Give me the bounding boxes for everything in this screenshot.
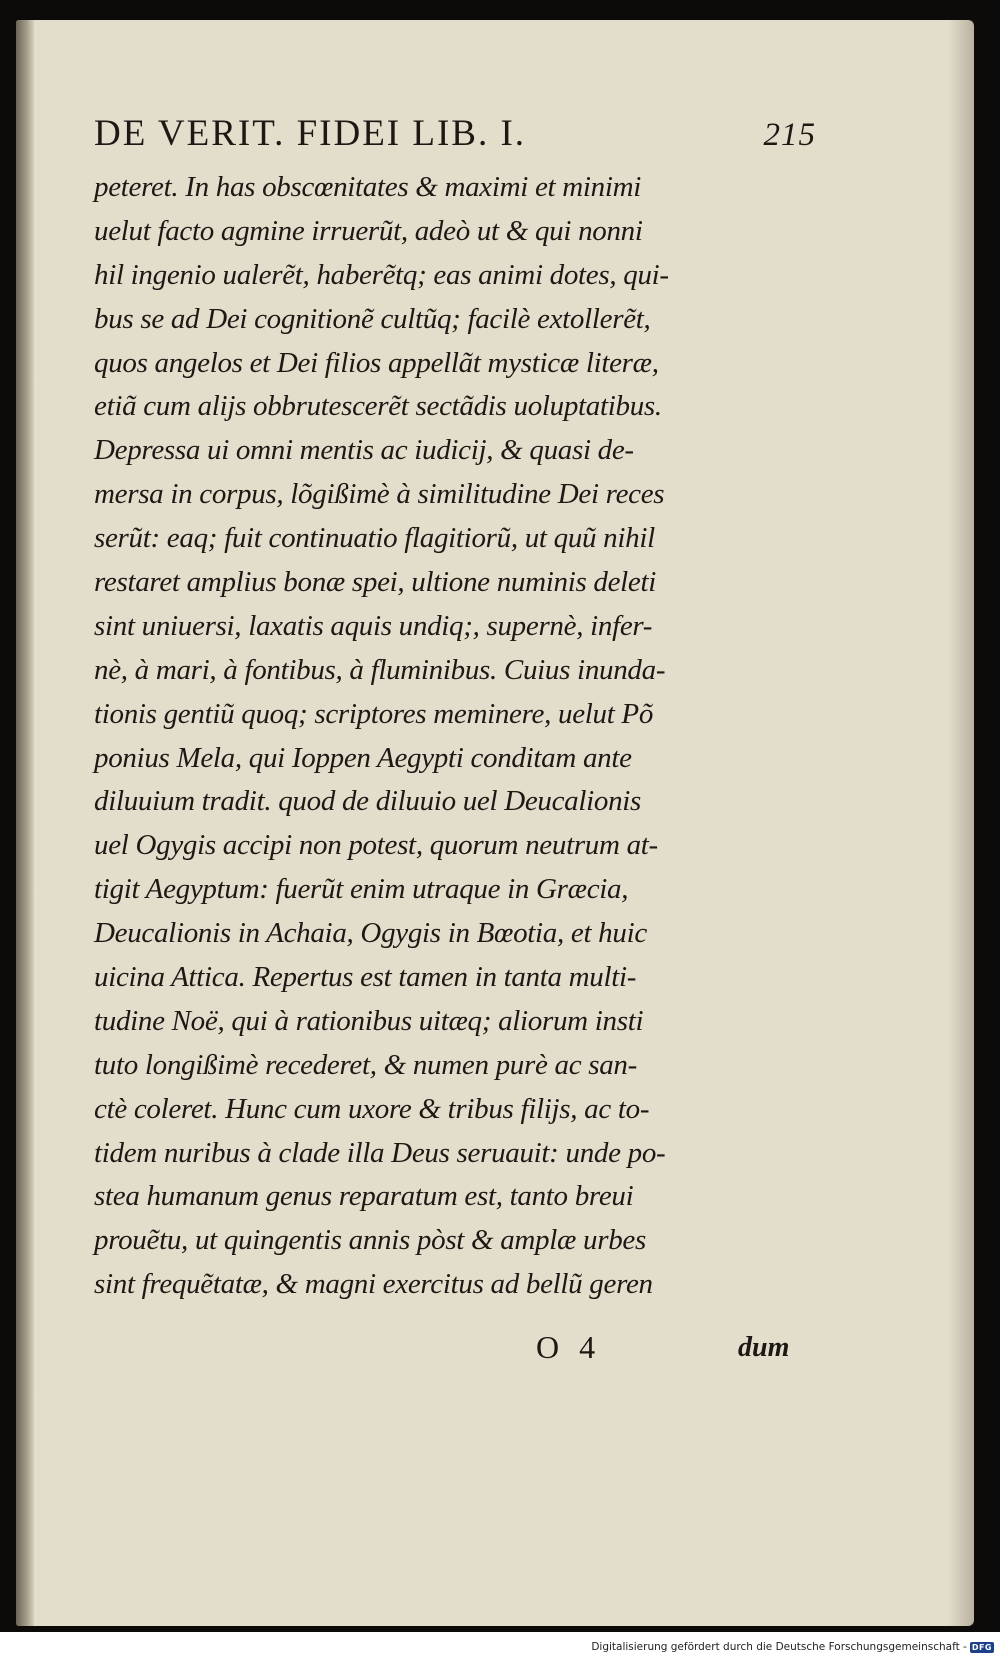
text-line: nè, à mari, à fontibus, à fluminibus. Cuius inunda- xyxy=(94,653,666,686)
catchword: dum xyxy=(738,1332,790,1363)
signature-mark: O 4 xyxy=(536,1329,602,1365)
text-line: tidem nuribus à clade illa Deus seruauit: unde po- xyxy=(94,1136,666,1169)
text-line: ponius Mela, qui Ioppen Aegypti conditam ante xyxy=(94,741,632,774)
text-line: tionis gentiũ quoq; scriptores meminere, uelut Põ xyxy=(94,697,654,730)
text-line: restaret amplius bonæ spei, ultione numinis deleti xyxy=(94,566,657,599)
text-line: tigit Aegyptum: fuerũt enim utraque in Græcia, xyxy=(94,873,629,906)
text-line: sint uniuersi, laxatis aquis undiq;, supernè, infer- xyxy=(94,609,653,642)
text-line: uelut facto agmine irruerũt, adeò ut & qui nonni xyxy=(94,214,643,247)
text-line: sint frequẽtatæ, & magni exercitus ad bellũ geren xyxy=(94,1268,653,1301)
text-line: bus se ad Dei cognitionẽ cultũq; facilè extollerẽt, xyxy=(94,302,651,335)
running-head: DE VERIT. FIDEI LIB. I. xyxy=(94,113,527,154)
text-line: Depressa ui omni mentis ac iudicij, & quasi de- xyxy=(94,434,634,467)
book-page xyxy=(16,20,974,1626)
body-text xyxy=(94,166,810,1307)
page-number: 215 xyxy=(763,117,816,153)
dfg-logo: DFG xyxy=(971,1642,992,1652)
text-line: stea humanum genus reparatum est, tanto breui xyxy=(94,1180,634,1213)
text-line: tudine Noë, qui à rationibus uitæq; aliorum insti xyxy=(94,1004,644,1037)
text-line: uel Ogygis accipi non potest, quorum neutrum at- xyxy=(94,829,658,862)
text-line: mersa in corpus, lõgißimè à similitudine Dei reces xyxy=(94,478,665,511)
text-line: uicina Attica. Repertus est tamen in tanta multi- xyxy=(94,961,637,994)
text-line: prouẽtu, ut quingentis annis pòst & amplæ urbes xyxy=(94,1224,646,1257)
text-line: hil ingenio ualerẽt, haberẽtq; eas animi dotes, qui- xyxy=(94,258,669,291)
text-line: peteret. In has obscœnitates & maximi et minimi xyxy=(94,171,642,203)
page-edge-shadow xyxy=(948,20,974,1626)
credit-text: Digitalisierung gefördert durch die Deutsche Forschungsgemeinschaft - xyxy=(591,1641,967,1653)
digitization-credit xyxy=(591,1641,994,1653)
text-line: tuto longißimè recederet, & numen purè ac san- xyxy=(94,1048,637,1081)
text-line: quos angelos et Dei filios appellãt mysticæ literæ, xyxy=(94,346,659,379)
text-line: serũt: eaq; fuit continuatio flagitiorũ, ut quũ nihil xyxy=(94,522,655,555)
page-header xyxy=(94,112,816,155)
text-line: Deucalionis in Achaia, Ogygis in Bœotia, et huic xyxy=(94,917,647,950)
text-line: ctè coleret. Hunc cum uxore & tribus filijs, ac to- xyxy=(94,1092,650,1125)
page-binding-edge xyxy=(16,20,34,1626)
text-line: diluuium tradit. quod de diluuio uel Deucalionis xyxy=(94,785,642,818)
text-line: etiã cum alijs obbrutescerẽt sectãdis uoluptatibus. xyxy=(94,390,662,423)
